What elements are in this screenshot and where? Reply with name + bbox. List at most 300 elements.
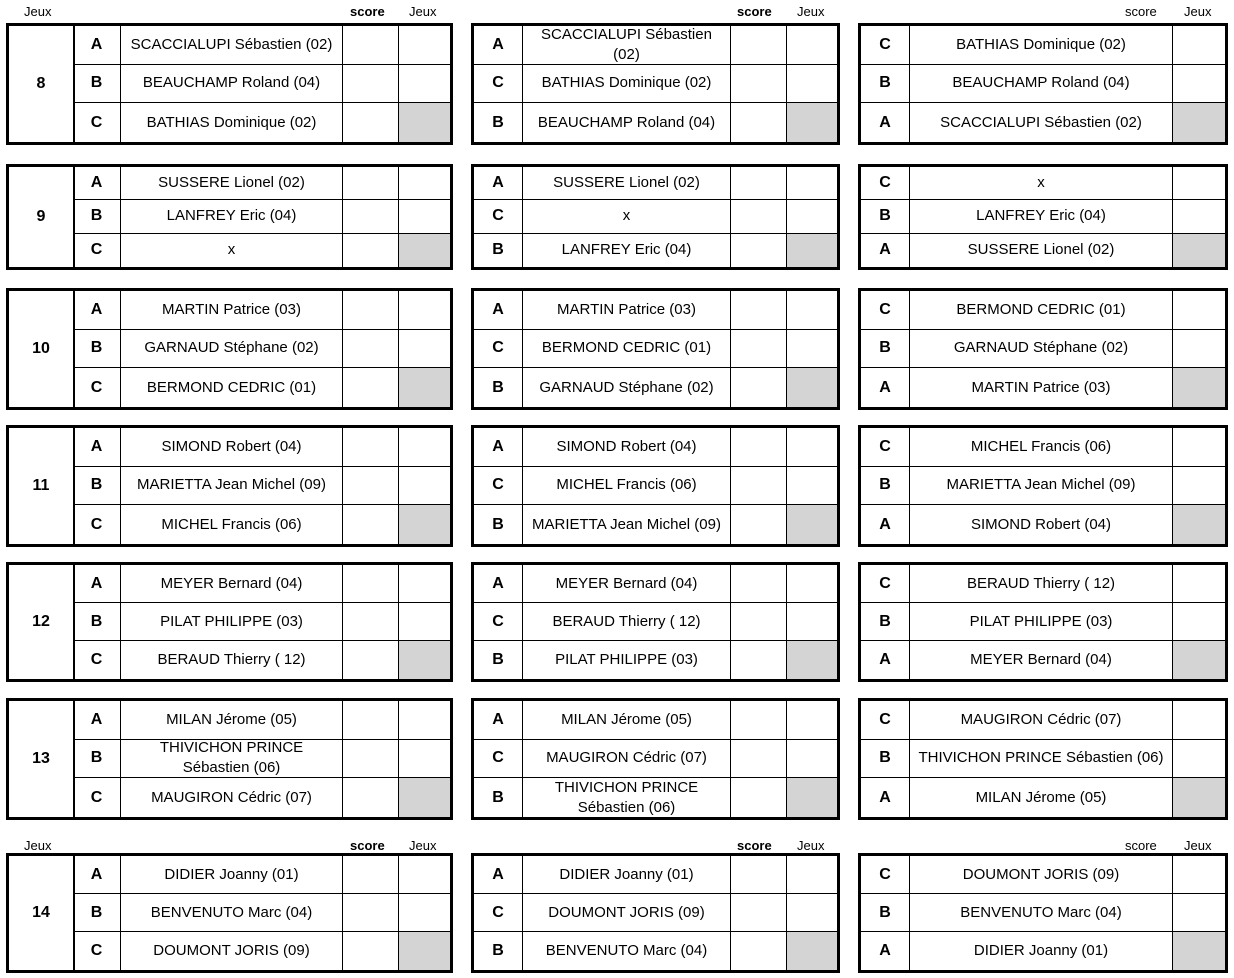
player-name: x — [523, 200, 731, 232]
player-name: PILAT PHILIPPE (03) — [523, 641, 731, 679]
score-cell[interactable] — [343, 167, 399, 199]
seat-letter: C — [474, 603, 523, 640]
seat-letter: A — [73, 701, 121, 739]
seat-letter: A — [861, 778, 910, 817]
player-row — [861, 505, 1225, 544]
player-row — [474, 701, 837, 740]
header-jeux-left: Jeux — [24, 4, 52, 19]
jeux-cell[interactable] — [399, 330, 450, 368]
jeux-cell[interactable] — [1173, 428, 1225, 466]
player-row — [861, 428, 1225, 467]
score-cell[interactable] — [731, 701, 787, 739]
player-name: SIMOND Robert (04) — [121, 428, 343, 466]
seat-letter: A — [73, 291, 121, 329]
player-name: DOUMONT JORIS (09) — [523, 894, 731, 931]
player-row — [474, 641, 837, 679]
player-row — [73, 565, 450, 603]
jeux-cell[interactable] — [399, 603, 450, 640]
header-jeux-2: Jeux — [797, 4, 825, 19]
game-14-table-3 — [858, 853, 1228, 973]
player-row — [474, 291, 837, 330]
player-row — [861, 932, 1225, 970]
jeux-cell[interactable] — [399, 26, 450, 64]
player-row — [73, 103, 450, 142]
seat-letter: A — [474, 856, 523, 893]
seat-letter: C — [474, 330, 523, 368]
player-row — [73, 26, 450, 65]
player-row — [73, 778, 450, 817]
seat-letter: B — [861, 894, 910, 931]
score-cell[interactable] — [731, 856, 787, 893]
player-row — [73, 467, 450, 506]
player-name: BATHIAS Dominique (02) — [910, 26, 1173, 64]
player-row — [73, 603, 450, 641]
jeux-cell[interactable] — [1173, 467, 1225, 505]
score-cell[interactable] — [343, 505, 399, 544]
player-row — [474, 856, 837, 894]
score-cell[interactable] — [343, 467, 399, 505]
jeux-cell[interactable] — [399, 701, 450, 739]
jeux-cell[interactable] — [1173, 167, 1225, 199]
player-row — [73, 701, 450, 740]
player-name: x — [910, 167, 1173, 199]
game-9-table-2 — [471, 164, 840, 270]
jeux-cell-disabled — [1173, 234, 1225, 267]
game-12-table-3 — [858, 562, 1228, 682]
player-name: BERMOND CEDRIC (01) — [121, 368, 343, 407]
score-cell[interactable] — [343, 740, 399, 778]
seat-letter: B — [861, 603, 910, 640]
jeux-cell[interactable] — [1173, 26, 1225, 64]
seat-letter: A — [474, 565, 523, 602]
player-row — [861, 778, 1225, 817]
jeux-cell-disabled — [787, 641, 837, 679]
player-row — [861, 565, 1225, 603]
player-name: MEYER Bernard (04) — [523, 565, 731, 602]
player-name: BEAUCHAMP Roland (04) — [910, 65, 1173, 103]
jeux-cell[interactable] — [787, 894, 837, 931]
player-row — [73, 200, 450, 233]
jeux-cell[interactable] — [787, 603, 837, 640]
game-13-table-3 — [858, 698, 1228, 820]
seat-letter: A — [861, 932, 910, 970]
player-name: BERAUD Thierry ( 12) — [523, 603, 731, 640]
player-name: BERAUD Thierry ( 12) — [910, 565, 1173, 602]
seat-letter: B — [73, 467, 121, 505]
header-score-3: score — [1125, 4, 1157, 19]
score-cell[interactable] — [343, 428, 399, 466]
player-name: DOUMONT JORIS (09) — [121, 932, 343, 970]
player-name: BATHIAS Dominique (02) — [121, 103, 343, 142]
jeux-cell[interactable] — [787, 856, 837, 893]
jeux-cell[interactable] — [787, 65, 837, 103]
player-row — [474, 894, 837, 932]
player-name: MEYER Bernard (04) — [121, 565, 343, 602]
seat-letter: C — [73, 778, 121, 817]
player-name: MARIETTA Jean Michel (09) — [523, 505, 731, 544]
header-score-2: score — [737, 4, 772, 19]
jeux-cell[interactable] — [399, 856, 450, 893]
jeux-cell[interactable] — [787, 200, 837, 232]
seat-letter: A — [861, 368, 910, 407]
player-name: MILAN Jérome (05) — [121, 701, 343, 739]
player-row — [73, 234, 450, 267]
jeux-cell-disabled — [787, 778, 837, 817]
game-number: 13 — [9, 701, 75, 817]
jeux-cell[interactable] — [787, 428, 837, 466]
game-13-table-2 — [471, 698, 840, 820]
jeux-cell[interactable] — [1173, 740, 1225, 778]
player-row — [73, 65, 450, 104]
seat-letter: C — [73, 641, 121, 679]
jeux-cell-disabled — [1173, 103, 1225, 142]
seat-letter: B — [73, 894, 121, 931]
seat-letter: C — [861, 428, 910, 466]
player-name: LANFREY Eric (04) — [523, 234, 731, 267]
jeux-cell-disabled — [787, 368, 837, 407]
header-jeux-5: Jeux — [797, 838, 825, 853]
player-name: DIDIER Joanny (01) — [523, 856, 731, 893]
player-name: MARTIN Patrice (03) — [121, 291, 343, 329]
player-name: DIDIER Joanny (01) — [910, 932, 1173, 970]
game-10-table-2 — [471, 288, 840, 410]
player-name: THIVICHON PRINCE Sébastien (06) — [121, 740, 343, 778]
player-name: x — [121, 234, 343, 267]
score-cell[interactable] — [731, 894, 787, 931]
jeux-cell-disabled — [1173, 932, 1225, 970]
player-name: MAUGIRON Cédric (07) — [523, 740, 731, 778]
player-name: THIVICHON PRINCE Sébastien (06) — [523, 778, 731, 817]
jeux-cell[interactable] — [787, 701, 837, 739]
seat-letter: B — [73, 65, 121, 103]
player-name: MARTIN Patrice (03) — [523, 291, 731, 329]
player-name: BATHIAS Dominique (02) — [523, 65, 731, 103]
score-cell[interactable] — [343, 603, 399, 640]
jeux-cell[interactable] — [787, 167, 837, 199]
player-name: SUSSERE Lionel (02) — [523, 167, 731, 199]
seat-letter: C — [474, 740, 523, 778]
player-row — [861, 641, 1225, 679]
player-row — [861, 856, 1225, 894]
jeux-cell[interactable] — [399, 428, 450, 466]
score-cell[interactable] — [343, 65, 399, 103]
seat-letter: A — [73, 26, 121, 64]
player-name: SIMOND Robert (04) — [523, 428, 731, 466]
player-name: BENVENUTO Marc (04) — [121, 894, 343, 931]
seat-letter: C — [861, 856, 910, 893]
player-name: MAUGIRON Cédric (07) — [121, 778, 343, 817]
header-jeux-1: Jeux — [409, 4, 437, 19]
score-cell[interactable] — [731, 603, 787, 640]
seat-letter: A — [73, 565, 121, 602]
seat-letter: B — [474, 932, 523, 970]
jeux-cell[interactable] — [787, 740, 837, 778]
jeux-cell-disabled — [787, 932, 837, 970]
jeux-cell[interactable] — [787, 26, 837, 64]
jeux-cell[interactable] — [399, 65, 450, 103]
jeux-cell[interactable] — [1173, 291, 1225, 329]
player-row — [861, 291, 1225, 330]
seat-letter: C — [474, 65, 523, 103]
jeux-cell[interactable] — [787, 330, 837, 368]
player-row — [474, 565, 837, 603]
seat-letter: A — [474, 291, 523, 329]
score-cell[interactable] — [343, 291, 399, 329]
header-score-1: score — [350, 4, 385, 19]
player-name: PILAT PHILIPPE (03) — [910, 603, 1173, 640]
player-name: BEAUCHAMP Roland (04) — [121, 65, 343, 103]
jeux-cell[interactable] — [787, 291, 837, 329]
jeux-cell-disabled — [787, 103, 837, 142]
player-row — [474, 26, 837, 65]
seat-letter: B — [474, 368, 523, 407]
player-name: GARNAUD Stéphane (02) — [523, 368, 731, 407]
seat-letter: A — [861, 234, 910, 267]
seat-letter: B — [474, 641, 523, 679]
player-name: THIVICHON PRINCE Sébastien (06) — [910, 740, 1173, 778]
jeux-cell[interactable] — [1173, 603, 1225, 640]
jeux-cell[interactable] — [399, 740, 450, 778]
jeux-cell[interactable] — [399, 467, 450, 505]
score-cell[interactable] — [731, 330, 787, 368]
seat-letter: A — [73, 856, 121, 893]
seat-letter: B — [861, 200, 910, 232]
player-name: SIMOND Robert (04) — [910, 505, 1173, 544]
jeux-cell[interactable] — [1173, 856, 1225, 893]
player-name: GARNAUD Stéphane (02) — [910, 330, 1173, 368]
header-jeux-left-2: Jeux — [24, 838, 52, 853]
seat-letter: B — [861, 740, 910, 778]
game-13-table-1 — [6, 698, 453, 820]
seat-letter: C — [861, 167, 910, 199]
player-row — [474, 200, 837, 233]
jeux-cell[interactable] — [1173, 565, 1225, 602]
jeux-cell[interactable] — [1173, 701, 1225, 739]
score-cell[interactable] — [731, 103, 787, 142]
game-number: 10 — [9, 291, 75, 407]
player-name: DIDIER Joanny (01) — [121, 856, 343, 893]
jeux-cell-disabled — [399, 932, 450, 970]
seat-letter: A — [474, 701, 523, 739]
player-row — [474, 467, 837, 506]
game-number: 8 — [9, 26, 75, 142]
player-row — [861, 26, 1225, 65]
player-row — [73, 291, 450, 330]
score-cell[interactable] — [343, 856, 399, 893]
jeux-cell-disabled — [399, 778, 450, 817]
score-cell[interactable] — [731, 565, 787, 602]
game-10-table-1 — [6, 288, 453, 410]
player-name: BENVENUTO Marc (04) — [910, 894, 1173, 931]
seat-letter: B — [474, 505, 523, 544]
score-cell[interactable] — [343, 778, 399, 817]
game-10-table-3 — [858, 288, 1228, 410]
jeux-cell[interactable] — [1173, 894, 1225, 931]
seat-letter: C — [73, 103, 121, 142]
seat-letter: A — [861, 505, 910, 544]
game-14-table-1 — [6, 853, 453, 973]
game-number: 14 — [9, 856, 75, 970]
player-row — [474, 505, 837, 544]
game-9-table-3 — [858, 164, 1228, 270]
score-cell[interactable] — [731, 778, 787, 817]
header-jeux-4: Jeux — [409, 838, 437, 853]
game-number: 12 — [9, 565, 75, 679]
score-cell[interactable] — [731, 368, 787, 407]
player-row — [474, 103, 837, 142]
jeux-cell[interactable] — [1173, 65, 1225, 103]
seat-letter: C — [861, 26, 910, 64]
player-row — [861, 167, 1225, 200]
player-row — [474, 932, 837, 970]
game-11-table-3 — [858, 425, 1228, 547]
header-score-6: score — [1125, 838, 1157, 853]
jeux-cell-disabled — [1173, 778, 1225, 817]
score-cell[interactable] — [343, 234, 399, 267]
player-name: BENVENUTO Marc (04) — [523, 932, 731, 970]
header-score-5: score — [737, 838, 772, 853]
jeux-cell-disabled — [399, 368, 450, 407]
player-name: BEAUCHAMP Roland (04) — [523, 103, 731, 142]
score-cell[interactable] — [731, 200, 787, 232]
jeux-cell[interactable] — [399, 894, 450, 931]
jeux-cell-disabled — [1173, 368, 1225, 407]
seat-letter: A — [861, 641, 910, 679]
player-name: SCACCIALUPI Sébastien (02) — [121, 26, 343, 64]
score-cell[interactable] — [731, 291, 787, 329]
seat-letter: B — [73, 740, 121, 778]
jeux-cell-disabled — [787, 505, 837, 544]
player-row — [474, 234, 837, 267]
seat-letter: B — [861, 330, 910, 368]
game-11-table-1 — [6, 425, 453, 547]
jeux-cell[interactable] — [1173, 330, 1225, 368]
seat-letter: C — [474, 200, 523, 232]
player-name: MAUGIRON Cédric (07) — [910, 701, 1173, 739]
player-row — [861, 603, 1225, 641]
score-cell[interactable] — [343, 26, 399, 64]
score-cell[interactable] — [343, 701, 399, 739]
jeux-cell-disabled — [1173, 641, 1225, 679]
game-number: 11 — [9, 428, 75, 544]
player-name: MICHEL Francis (06) — [121, 505, 343, 544]
player-row — [474, 778, 837, 817]
score-cell[interactable] — [343, 368, 399, 407]
player-name: SUSSERE Lionel (02) — [910, 234, 1173, 267]
score-cell[interactable] — [731, 428, 787, 466]
jeux-cell-disabled — [399, 505, 450, 544]
score-cell[interactable] — [731, 26, 787, 64]
player-name: BERMOND CEDRIC (01) — [910, 291, 1173, 329]
game-9-table-1 — [6, 164, 453, 270]
game-12-table-1 — [6, 562, 453, 682]
player-row — [73, 932, 450, 970]
player-name: MICHEL Francis (06) — [910, 428, 1173, 466]
seat-letter: C — [73, 368, 121, 407]
jeux-cell[interactable] — [787, 467, 837, 505]
player-row — [474, 740, 837, 779]
player-row — [861, 103, 1225, 142]
game-11-table-2 — [471, 425, 840, 547]
seat-letter: C — [861, 565, 910, 602]
jeux-cell[interactable] — [787, 565, 837, 602]
player-name: PILAT PHILIPPE (03) — [121, 603, 343, 640]
score-cell[interactable] — [731, 467, 787, 505]
score-cell[interactable] — [731, 641, 787, 679]
player-name: MILAN Jérome (05) — [523, 701, 731, 739]
player-name: MILAN Jérome (05) — [910, 778, 1173, 817]
score-cell[interactable] — [343, 565, 399, 602]
player-row — [73, 505, 450, 544]
player-name: DOUMONT JORIS (09) — [910, 856, 1173, 893]
game-12-table-2 — [471, 562, 840, 682]
player-row — [474, 428, 837, 467]
score-cell[interactable] — [343, 894, 399, 931]
jeux-cell[interactable] — [399, 565, 450, 602]
seat-letter: B — [73, 200, 121, 232]
player-row — [474, 603, 837, 641]
player-name: BERAUD Thierry ( 12) — [121, 641, 343, 679]
jeux-cell[interactable] — [399, 200, 450, 232]
player-row — [474, 167, 837, 200]
player-row — [73, 368, 450, 407]
score-cell[interactable] — [731, 65, 787, 103]
seat-letter: B — [474, 234, 523, 267]
jeux-cell[interactable] — [399, 291, 450, 329]
seat-letter: C — [474, 467, 523, 505]
jeux-cell-disabled — [399, 641, 450, 679]
seat-letter: A — [474, 167, 523, 199]
jeux-cell[interactable] — [1173, 200, 1225, 232]
player-row — [861, 467, 1225, 506]
score-cell[interactable] — [731, 505, 787, 544]
jeux-cell[interactable] — [399, 167, 450, 199]
seat-letter: A — [861, 103, 910, 142]
score-cell[interactable] — [343, 330, 399, 368]
score-cell[interactable] — [343, 932, 399, 970]
player-name: MEYER Bernard (04) — [910, 641, 1173, 679]
player-name: MICHEL Francis (06) — [523, 467, 731, 505]
jeux-cell-disabled — [399, 234, 450, 267]
seat-letter: B — [73, 603, 121, 640]
score-cell[interactable] — [731, 167, 787, 199]
score-cell[interactable] — [343, 200, 399, 232]
header-jeux-6: Jeux — [1184, 838, 1212, 853]
seat-letter: B — [474, 103, 523, 142]
player-row — [861, 894, 1225, 932]
score-cell[interactable] — [731, 740, 787, 778]
seat-letter: C — [861, 701, 910, 739]
player-row — [861, 200, 1225, 233]
seat-letter: C — [73, 932, 121, 970]
player-row — [861, 330, 1225, 369]
seat-letter: B — [861, 467, 910, 505]
header-score-4: score — [350, 838, 385, 853]
player-name: SCACCIALUPI Sébastien (02) — [523, 26, 731, 64]
player-row — [861, 234, 1225, 267]
player-row — [73, 856, 450, 894]
player-row — [73, 428, 450, 467]
score-cell[interactable] — [731, 234, 787, 267]
score-cell[interactable] — [343, 641, 399, 679]
seat-letter: B — [73, 330, 121, 368]
score-cell[interactable] — [731, 932, 787, 970]
game-8-table-2 — [471, 23, 840, 145]
player-row — [73, 330, 450, 369]
score-cell[interactable] — [343, 103, 399, 142]
seat-letter: A — [73, 428, 121, 466]
player-name: MARTIN Patrice (03) — [910, 368, 1173, 407]
